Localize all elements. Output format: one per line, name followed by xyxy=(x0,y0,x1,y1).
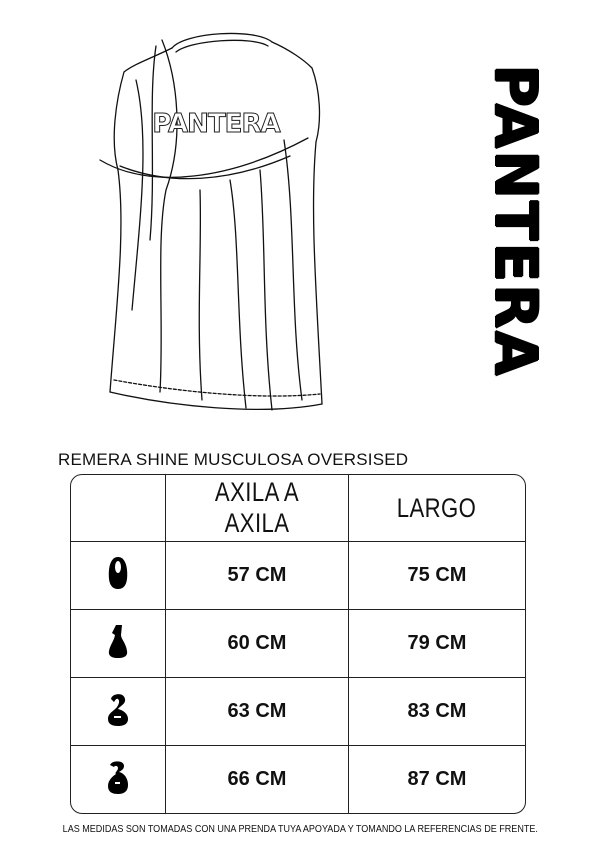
brand-logo xyxy=(476,66,556,376)
table-row xyxy=(71,542,525,610)
size-cell xyxy=(71,746,166,813)
header-axila-label: AXILA A AXILA xyxy=(214,477,300,538)
size-2-icon xyxy=(106,691,130,727)
chest-print-text: PANTERA xyxy=(152,109,280,139)
table-row xyxy=(71,746,525,813)
header-largo xyxy=(349,475,525,542)
size-table xyxy=(70,474,526,814)
tank-top-illustration xyxy=(90,20,350,430)
axila-value: 66 CM xyxy=(166,746,349,813)
size-3-icon xyxy=(106,759,130,795)
size-cell xyxy=(71,542,166,610)
header-largo-label: LARGO xyxy=(397,492,477,523)
size-cell xyxy=(71,610,166,678)
table-header-row xyxy=(71,475,525,542)
axila-value: 60 CM xyxy=(166,610,349,678)
size-cell xyxy=(71,678,166,746)
largo-value: 79 CM xyxy=(349,610,525,678)
footnote-text: LAS MEDIDAS SON TOMADAS CON UNA PRENDA TUYA APOYADA Y TOMANDO LA REFERENCIAS DE FRENTE. xyxy=(62,823,538,835)
largo-value: 87 CM xyxy=(407,768,467,790)
axila-value: 63 CM xyxy=(166,678,349,746)
largo-value: 83 CM xyxy=(349,678,525,746)
brand-logo-text: PANTERA xyxy=(482,64,550,378)
size-0-icon xyxy=(106,555,130,591)
header-axila xyxy=(166,475,349,542)
table-row xyxy=(71,678,525,746)
size-1-icon xyxy=(106,623,130,659)
axila-value: 57 CM xyxy=(166,542,349,610)
largo-value: 75 CM xyxy=(349,542,525,610)
chest-print-graphic xyxy=(145,106,287,140)
product-title: REMERA SHINE MUSCULOSA OVERSISED xyxy=(58,450,409,469)
measurement-footnote xyxy=(0,823,600,835)
table-row xyxy=(71,610,525,678)
header-size-cell xyxy=(71,475,166,542)
